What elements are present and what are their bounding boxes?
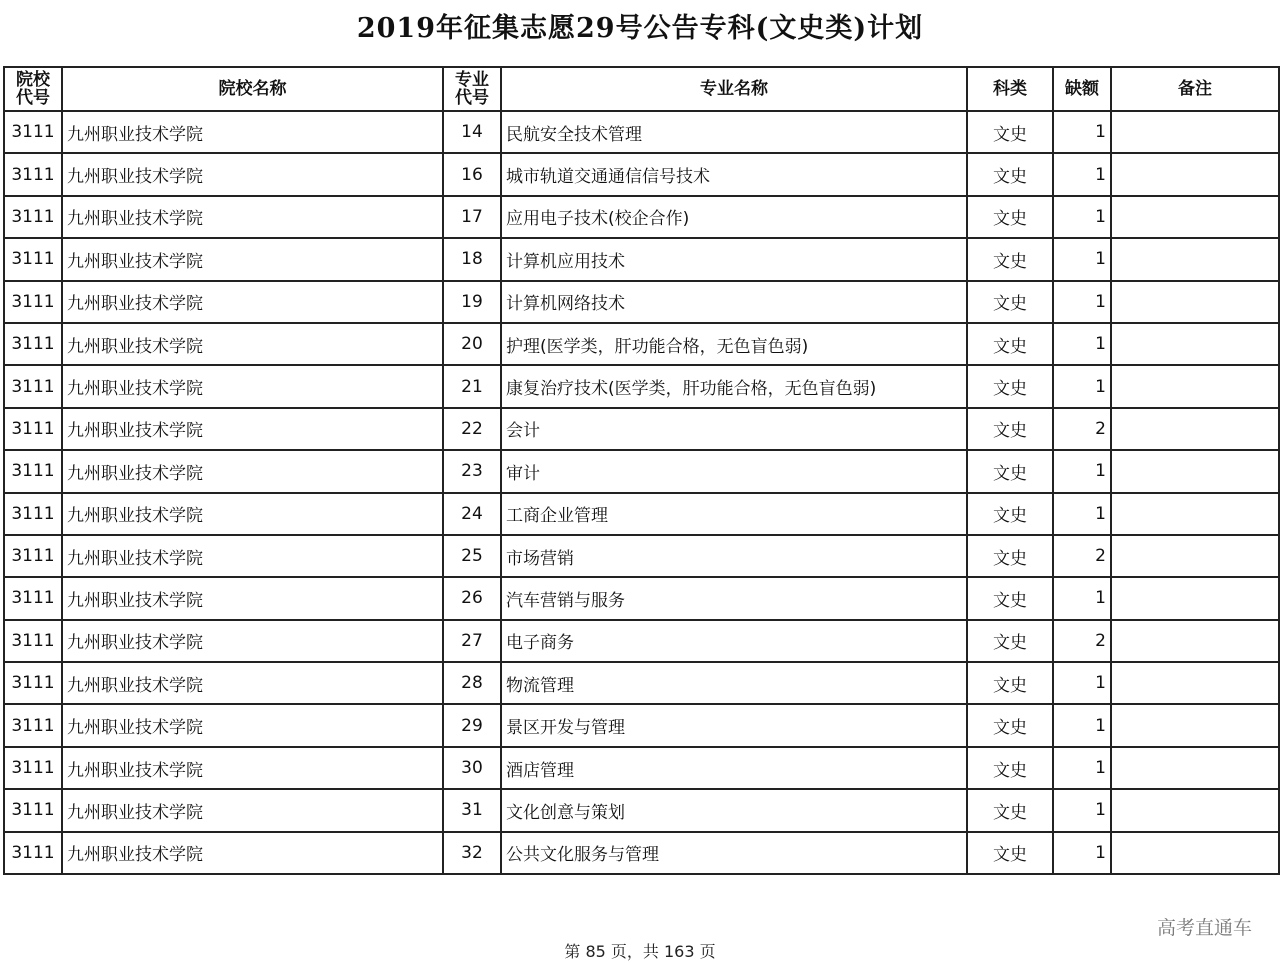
cell-major-name: 景区开发与管理 (501, 704, 967, 746)
header-major-name: 专业名称 (501, 67, 967, 111)
cell-school-code: 3111 (4, 535, 62, 577)
cell-school-code: 3111 (4, 238, 62, 280)
table-row (4, 832, 1279, 874)
cell-school-name: 九州职业技术学院 (62, 153, 443, 195)
cell-category: 文史 (967, 789, 1053, 831)
cell-major-name: 工商企业管理 (501, 493, 967, 535)
cell-quota: 1 (1053, 153, 1111, 195)
cell-school-name: 九州职业技术学院 (62, 111, 443, 153)
cell-quota: 2 (1053, 620, 1111, 662)
table-row (4, 281, 1279, 323)
cell-remarks (1111, 535, 1279, 577)
cell-school-name: 九州职业技术学院 (62, 832, 443, 874)
cell-school-name: 九州职业技术学院 (62, 450, 443, 492)
cell-category: 文史 (967, 111, 1053, 153)
cell-quota: 1 (1053, 281, 1111, 323)
cell-major-code: 17 (443, 196, 501, 238)
cell-category: 文史 (967, 408, 1053, 450)
enrollment-plan-table (3, 66, 1280, 875)
cell-major-name: 计算机网络技术 (501, 281, 967, 323)
cell-school-name: 九州职业技术学院 (62, 493, 443, 535)
cell-school-code: 3111 (4, 704, 62, 746)
cell-school-code: 3111 (4, 747, 62, 789)
cell-quota: 1 (1053, 662, 1111, 704)
watermark: 高考直通车 (1156, 917, 1252, 939)
cell-major-name: 护理(医学类，肝功能合格，无色盲色弱) (501, 323, 967, 365)
cell-remarks (1111, 365, 1279, 407)
cell-major-name: 酒店管理 (501, 747, 967, 789)
cell-major-code: 32 (443, 832, 501, 874)
cell-major-code: 14 (443, 111, 501, 153)
cell-school-name: 九州职业技术学院 (62, 704, 443, 746)
cell-quota: 1 (1053, 450, 1111, 492)
cell-school-name: 九州职业技术学院 (62, 620, 443, 662)
table-row (4, 620, 1279, 662)
cell-remarks (1111, 662, 1279, 704)
cell-remarks (1111, 577, 1279, 619)
cell-school-name: 九州职业技术学院 (62, 747, 443, 789)
cell-remarks (1111, 450, 1279, 492)
table-row (4, 577, 1279, 619)
page-title: 2019年征集志愿29号公告专科(文史类)计划 (356, 13, 924, 44)
cell-quota: 1 (1053, 747, 1111, 789)
cell-quota: 2 (1053, 535, 1111, 577)
cell-school-name: 九州职业技术学院 (62, 577, 443, 619)
cell-category: 文史 (967, 365, 1053, 407)
cell-category: 文史 (967, 238, 1053, 280)
cell-remarks (1111, 704, 1279, 746)
table-row (4, 238, 1279, 280)
cell-major-code: 19 (443, 281, 501, 323)
table-row (4, 747, 1279, 789)
cell-remarks (1111, 620, 1279, 662)
cell-school-code: 3111 (4, 196, 62, 238)
cell-major-code: 16 (443, 153, 501, 195)
cell-major-name: 应用电子技术(校企合作) (501, 196, 967, 238)
table-row (4, 323, 1279, 365)
cell-school-code: 3111 (4, 323, 62, 365)
cell-school-code: 3111 (4, 111, 62, 153)
cell-category: 文史 (967, 662, 1053, 704)
cell-major-name: 公共文化服务与管理 (501, 832, 967, 874)
table-row (4, 450, 1279, 492)
cell-category: 文史 (967, 493, 1053, 535)
cell-quota: 1 (1053, 323, 1111, 365)
header-category: 科类 (967, 67, 1053, 111)
cell-school-code: 3111 (4, 365, 62, 407)
cell-school-name: 九州职业技术学院 (62, 196, 443, 238)
cell-remarks (1111, 408, 1279, 450)
cell-school-code: 3111 (4, 789, 62, 831)
cell-remarks (1111, 789, 1279, 831)
cell-quota: 1 (1053, 577, 1111, 619)
cell-school-code: 3111 (4, 620, 62, 662)
cell-quota: 1 (1053, 704, 1111, 746)
cell-category: 文史 (967, 704, 1053, 746)
cell-quota: 1 (1053, 832, 1111, 874)
cell-major-code: 20 (443, 323, 501, 365)
cell-quota: 1 (1053, 196, 1111, 238)
cell-major-name: 民航安全技术管理 (501, 111, 967, 153)
table-row (4, 408, 1279, 450)
cell-major-name: 物流管理 (501, 662, 967, 704)
header-school-name: 院校名称 (62, 67, 443, 111)
cell-category: 文史 (967, 832, 1053, 874)
header-row (4, 67, 1279, 111)
cell-remarks (1111, 493, 1279, 535)
page-footer: 第 85 页，共 163 页 (564, 942, 716, 961)
table-body (4, 111, 1279, 874)
cell-major-code: 30 (443, 747, 501, 789)
cell-major-name: 汽车营销与服务 (501, 577, 967, 619)
cell-remarks (1111, 196, 1279, 238)
cell-school-code: 3111 (4, 577, 62, 619)
cell-quota: 1 (1053, 789, 1111, 831)
cell-major-code: 26 (443, 577, 501, 619)
table-row (4, 535, 1279, 577)
cell-school-code: 3111 (4, 493, 62, 535)
cell-quota: 1 (1053, 365, 1111, 407)
cell-major-code: 18 (443, 238, 501, 280)
table-row (4, 196, 1279, 238)
cell-category: 文史 (967, 281, 1053, 323)
cell-remarks (1111, 153, 1279, 195)
table-row (4, 153, 1279, 195)
header-remarks: 备注 (1111, 67, 1279, 111)
cell-major-code: 29 (443, 704, 501, 746)
table-row (4, 662, 1279, 704)
cell-school-name: 九州职业技术学院 (62, 238, 443, 280)
cell-remarks (1111, 111, 1279, 153)
table-row (4, 704, 1279, 746)
table-row (4, 111, 1279, 153)
cell-quota: 2 (1053, 408, 1111, 450)
cell-school-name: 九州职业技术学院 (62, 535, 443, 577)
cell-school-code: 3111 (4, 662, 62, 704)
cell-major-code: 21 (443, 365, 501, 407)
cell-category: 文史 (967, 450, 1053, 492)
cell-category: 文史 (967, 620, 1053, 662)
cell-quota: 1 (1053, 111, 1111, 153)
header-quota: 缺额 (1053, 67, 1111, 111)
cell-major-code: 25 (443, 535, 501, 577)
cell-major-name: 计算机应用技术 (501, 238, 967, 280)
cell-remarks (1111, 281, 1279, 323)
cell-major-code: 31 (443, 789, 501, 831)
cell-category: 文史 (967, 153, 1053, 195)
cell-category: 文史 (967, 535, 1053, 577)
table-row (4, 365, 1279, 407)
cell-school-code: 3111 (4, 281, 62, 323)
table-row (4, 789, 1279, 831)
cell-major-code: 27 (443, 620, 501, 662)
cell-school-name: 九州职业技术学院 (62, 662, 443, 704)
cell-major-code: 23 (443, 450, 501, 492)
cell-remarks (1111, 747, 1279, 789)
cell-school-code: 3111 (4, 408, 62, 450)
cell-category: 文史 (967, 196, 1053, 238)
cell-major-name: 电子商务 (501, 620, 967, 662)
cell-major-name: 文化创意与策划 (501, 789, 967, 831)
cell-quota: 1 (1053, 238, 1111, 280)
cell-quota: 1 (1053, 493, 1111, 535)
cell-major-name: 康复治疗技术(医学类，肝功能合格，无色盲色弱) (501, 365, 967, 407)
cell-major-name: 审计 (501, 450, 967, 492)
cell-remarks (1111, 238, 1279, 280)
cell-remarks (1111, 323, 1279, 365)
cell-school-name: 九州职业技术学院 (62, 365, 443, 407)
cell-major-code: 28 (443, 662, 501, 704)
header-school-code: 院校 代号 (4, 67, 62, 111)
cell-school-name: 九州职业技术学院 (62, 789, 443, 831)
cell-major-name: 城市轨道交通通信信号技术 (501, 153, 967, 195)
cell-school-code: 3111 (4, 450, 62, 492)
cell-major-code: 22 (443, 408, 501, 450)
cell-school-name: 九州职业技术学院 (62, 323, 443, 365)
cell-major-code: 24 (443, 493, 501, 535)
cell-major-name: 会计 (501, 408, 967, 450)
cell-school-name: 九州职业技术学院 (62, 408, 443, 450)
cell-school-code: 3111 (4, 832, 62, 874)
cell-school-code: 3111 (4, 153, 62, 195)
cell-major-name: 市场营销 (501, 535, 967, 577)
cell-category: 文史 (967, 323, 1053, 365)
cell-school-name: 九州职业技术学院 (62, 281, 443, 323)
cell-category: 文史 (967, 747, 1053, 789)
header-major-code: 专业 代号 (443, 67, 501, 111)
cell-category: 文史 (967, 577, 1053, 619)
cell-remarks (1111, 832, 1279, 874)
table-row (4, 493, 1279, 535)
